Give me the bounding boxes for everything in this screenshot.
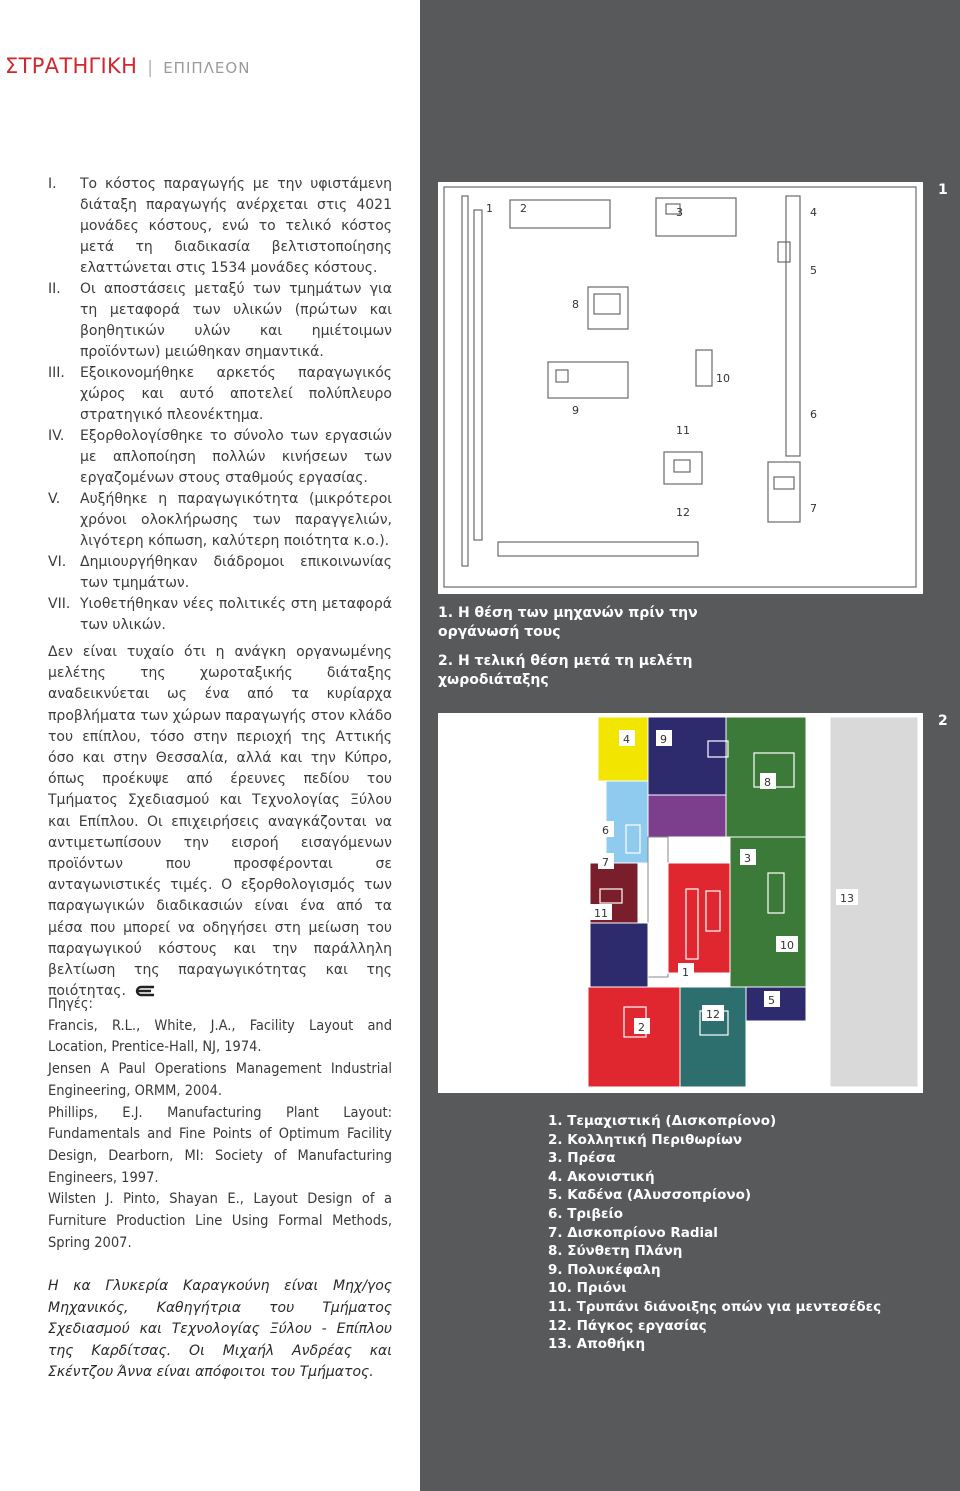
legend-item: 12. Πάγκος εργασίας bbox=[548, 1317, 707, 1334]
zone-label: 9 bbox=[660, 733, 667, 746]
figure-1-number: 1 bbox=[938, 182, 948, 198]
legend-item: 3. Πρέσα bbox=[548, 1150, 616, 1167]
section-header bbox=[5, 54, 250, 78]
figure-1-caption: 1. Η θέση των μηχανών πρίν την οργάνωσή τους bbox=[438, 605, 698, 640]
section-title: ΣΤΡΑΤΗΓΙΚΗ bbox=[5, 54, 138, 78]
author-bio: Η κα Γλυκερία Καραγκούνη είναι Μηχ/γος Μηχανικός, Καθηγήτρια του Τμήματος Σχεδιασμού και Τεχνολογίας Ξύλου - Επίπλου της Καρδίτσας. Οι Μιχαήλ Ανδρέας και Σκέντζου Άννα είναι απόφοιτοι του Τμήματος. bbox=[48, 1278, 392, 1380]
machine-label: 9 bbox=[572, 404, 579, 417]
header-separator: | bbox=[147, 58, 154, 78]
legend-item: 1. Τεμαχιστική (Δισκοπρίονο) bbox=[548, 1113, 777, 1129]
list-item: IV. Εξορθολογίσθηκε το σύνολο των εργασιών με απλοποίηση πολλών κινήσεων των εργαζομένων στους σταθμούς εργασίας. bbox=[48, 428, 392, 486]
list-item: I. Το κόστος παραγωγής με την υφιστάμενη διάταξη παραγωγής ανέρχεται στις 4021 μονάδες κόστους, ενώ το τελικό κόστος μετά τη διαδικασία βελτιστοποίησης ελαττώνεται στις 1534 μονάδες κόστους. bbox=[48, 176, 392, 276]
sources bbox=[48, 994, 392, 1254]
list-item: III. Εξοικονομήθηκε αρκετός παραγωγικός χώρος και αυτό αποτελεί πολύπλευρο στρατηγικό πλεονέκτημα. bbox=[48, 365, 392, 423]
zone-label: 5 bbox=[768, 994, 775, 1007]
layout-plan-after bbox=[438, 713, 923, 1093]
zone-sharpener bbox=[598, 717, 648, 781]
results-list bbox=[48, 174, 392, 636]
zone-label: 11 bbox=[594, 907, 608, 920]
zone-purple bbox=[648, 795, 726, 837]
body-paragraph: Δεν είναι τυχαίο ότι η ανάγκη οργανωμένης μελέτης της χωροταξικής διάταξης αναδεικνύεται ως ένα από τα κυρίαρχα προβλήματα των χώρων παραγωγής στον κλάδο του επίπλου, τόσο στην περιοχή της Αττικής όσο και στην Θεσσαλία, αλλά και την Κύπρο, όπως προέκυψε από έρευνες πεδίου του Τμήματος Σχεδιασμού και Τεχνολογίας Ξύλου και Επίπλου. Οι επιχειρήσεις αναγκάζονται να αντιμετωπίσουν την εισροή εισαγόμενων προϊόντων που προσφέρονται σε ανταγωνιστικές τιμές. Ο εξορθολογισμός των παραγωγικών διαδικασιών είναι ένα από τα μέσα που μπορεί να οδηγήσει στη μείωση του παραγωγικού κόστους και την παράλληλη βελτίωση της παραγωγικότητας και της ποιότητας. bbox=[48, 644, 392, 1000]
legend-item: 10. Πριόνι bbox=[548, 1280, 627, 1297]
machine-label: 11 bbox=[676, 424, 690, 437]
machine-label: 2 bbox=[520, 202, 527, 215]
list-item: V. Αυξήθηκε η παραγωγικότητα (μικρότεροι χρόνοι ολοκλήρωσης των παραγγελιών, λιγότερη κόπωση, καλύτερη ποιότητα κ.ο.). bbox=[48, 491, 392, 549]
zone-label: 8 bbox=[764, 776, 771, 789]
machine-label: 3 bbox=[676, 206, 683, 219]
zone-corridor bbox=[648, 837, 668, 977]
layout-plan-before bbox=[438, 182, 923, 594]
machine-label: 5 bbox=[810, 264, 817, 277]
layout-plan-after-drawing bbox=[438, 713, 923, 1093]
machine-label: 8 bbox=[572, 298, 579, 311]
zone-label: 13 bbox=[840, 892, 854, 905]
legend-item: 13. Αποθήκη bbox=[548, 1336, 646, 1353]
zone-label: 7 bbox=[602, 856, 609, 869]
zone-drill bbox=[590, 923, 648, 987]
layout-plan-before-drawing bbox=[438, 182, 923, 594]
zone-label: 6 bbox=[602, 824, 609, 837]
machine-label: 10 bbox=[716, 372, 730, 385]
legend-item: 11. Τρυπάνι διάνοιξης οπών για μεντεσέδες bbox=[548, 1298, 882, 1315]
figure-2-caption: 2. Η τελική θέση μετά τη μελέτη χωροδιάταξης bbox=[438, 653, 693, 688]
list-item: VII. Υιοθετήθηκαν νέες πολιτικές στη μεταφορά των υλικών. bbox=[48, 596, 392, 633]
legend-item: 4. Ακονιστική bbox=[548, 1168, 655, 1185]
legend-item: 9. Πολυκέφαλη bbox=[548, 1261, 661, 1278]
zone-panel-saw bbox=[668, 863, 730, 973]
list-item: VI. Δημιουργήθηκαν διάδρομοι επικοινωνίας των τμημάτων. bbox=[48, 554, 392, 591]
list-item: II. Οι αποστάσεις μεταξύ των τμημάτων για τη μεταφορά των υλικών (πρώτων και βοηθητικών υλών και ημιέτοιμων προϊόντων) μειώθηκαν σημαντικά. bbox=[48, 281, 392, 360]
figure-2-number: 2 bbox=[938, 713, 948, 729]
legend-item: 7. Δισκοπρίονο Radial bbox=[548, 1224, 718, 1241]
sources-title: Πηγές: bbox=[48, 996, 93, 1012]
legend-item: 5. Καδένα (Αλυσσοπρίονο) bbox=[548, 1187, 752, 1204]
machine-label: 7 bbox=[810, 502, 817, 515]
zone-multihead bbox=[648, 717, 726, 795]
source-item: Phillips, E.J. Manufacturing Plant Layout: Fundamentals and Fine Points of Optimum Facility Design, Dearborn, MI: Society of Manufacturing Engineers, 1997. bbox=[48, 1104, 392, 1186]
zone-label: 12 bbox=[706, 1008, 720, 1021]
machines-legend bbox=[548, 1112, 881, 1354]
legend-item: 2. Κολλητική Περιθωρίων bbox=[548, 1131, 743, 1148]
legend-item: 8. Σύνθετη Πλάνη bbox=[548, 1243, 683, 1260]
source-item: Wilsten J. Pinto, Shayan E., Layout Design of a Furniture Production Line Using Formal Methods, Spring 2007. bbox=[48, 1191, 392, 1251]
machine-label: 4 bbox=[810, 206, 817, 219]
source-item: Francis, R.L., White, J.A., Facility Layout and Location, Prentice-Hall, NJ, 1974. bbox=[48, 1017, 392, 1056]
zone-label: 2 bbox=[638, 1021, 645, 1034]
source-item: Jensen A Paul Operations Management Industrial Engineering, ORMM, 2004. bbox=[48, 1061, 392, 1099]
machine-label: 1 bbox=[486, 202, 493, 215]
section-subtitle: ΕΠΙΠΛΕΟΝ bbox=[163, 59, 251, 77]
zone-label: 3 bbox=[744, 852, 751, 865]
zone-label: 10 bbox=[780, 939, 794, 952]
legend-item: 6. Τριβείο bbox=[548, 1205, 624, 1222]
zone-workbench bbox=[680, 987, 746, 1087]
article-column bbox=[0, 0, 420, 1491]
zone-label: 4 bbox=[623, 733, 630, 746]
zone-label: 1 bbox=[682, 966, 689, 979]
machine-label: 12 bbox=[676, 506, 690, 519]
machine-label: 6 bbox=[810, 408, 817, 421]
